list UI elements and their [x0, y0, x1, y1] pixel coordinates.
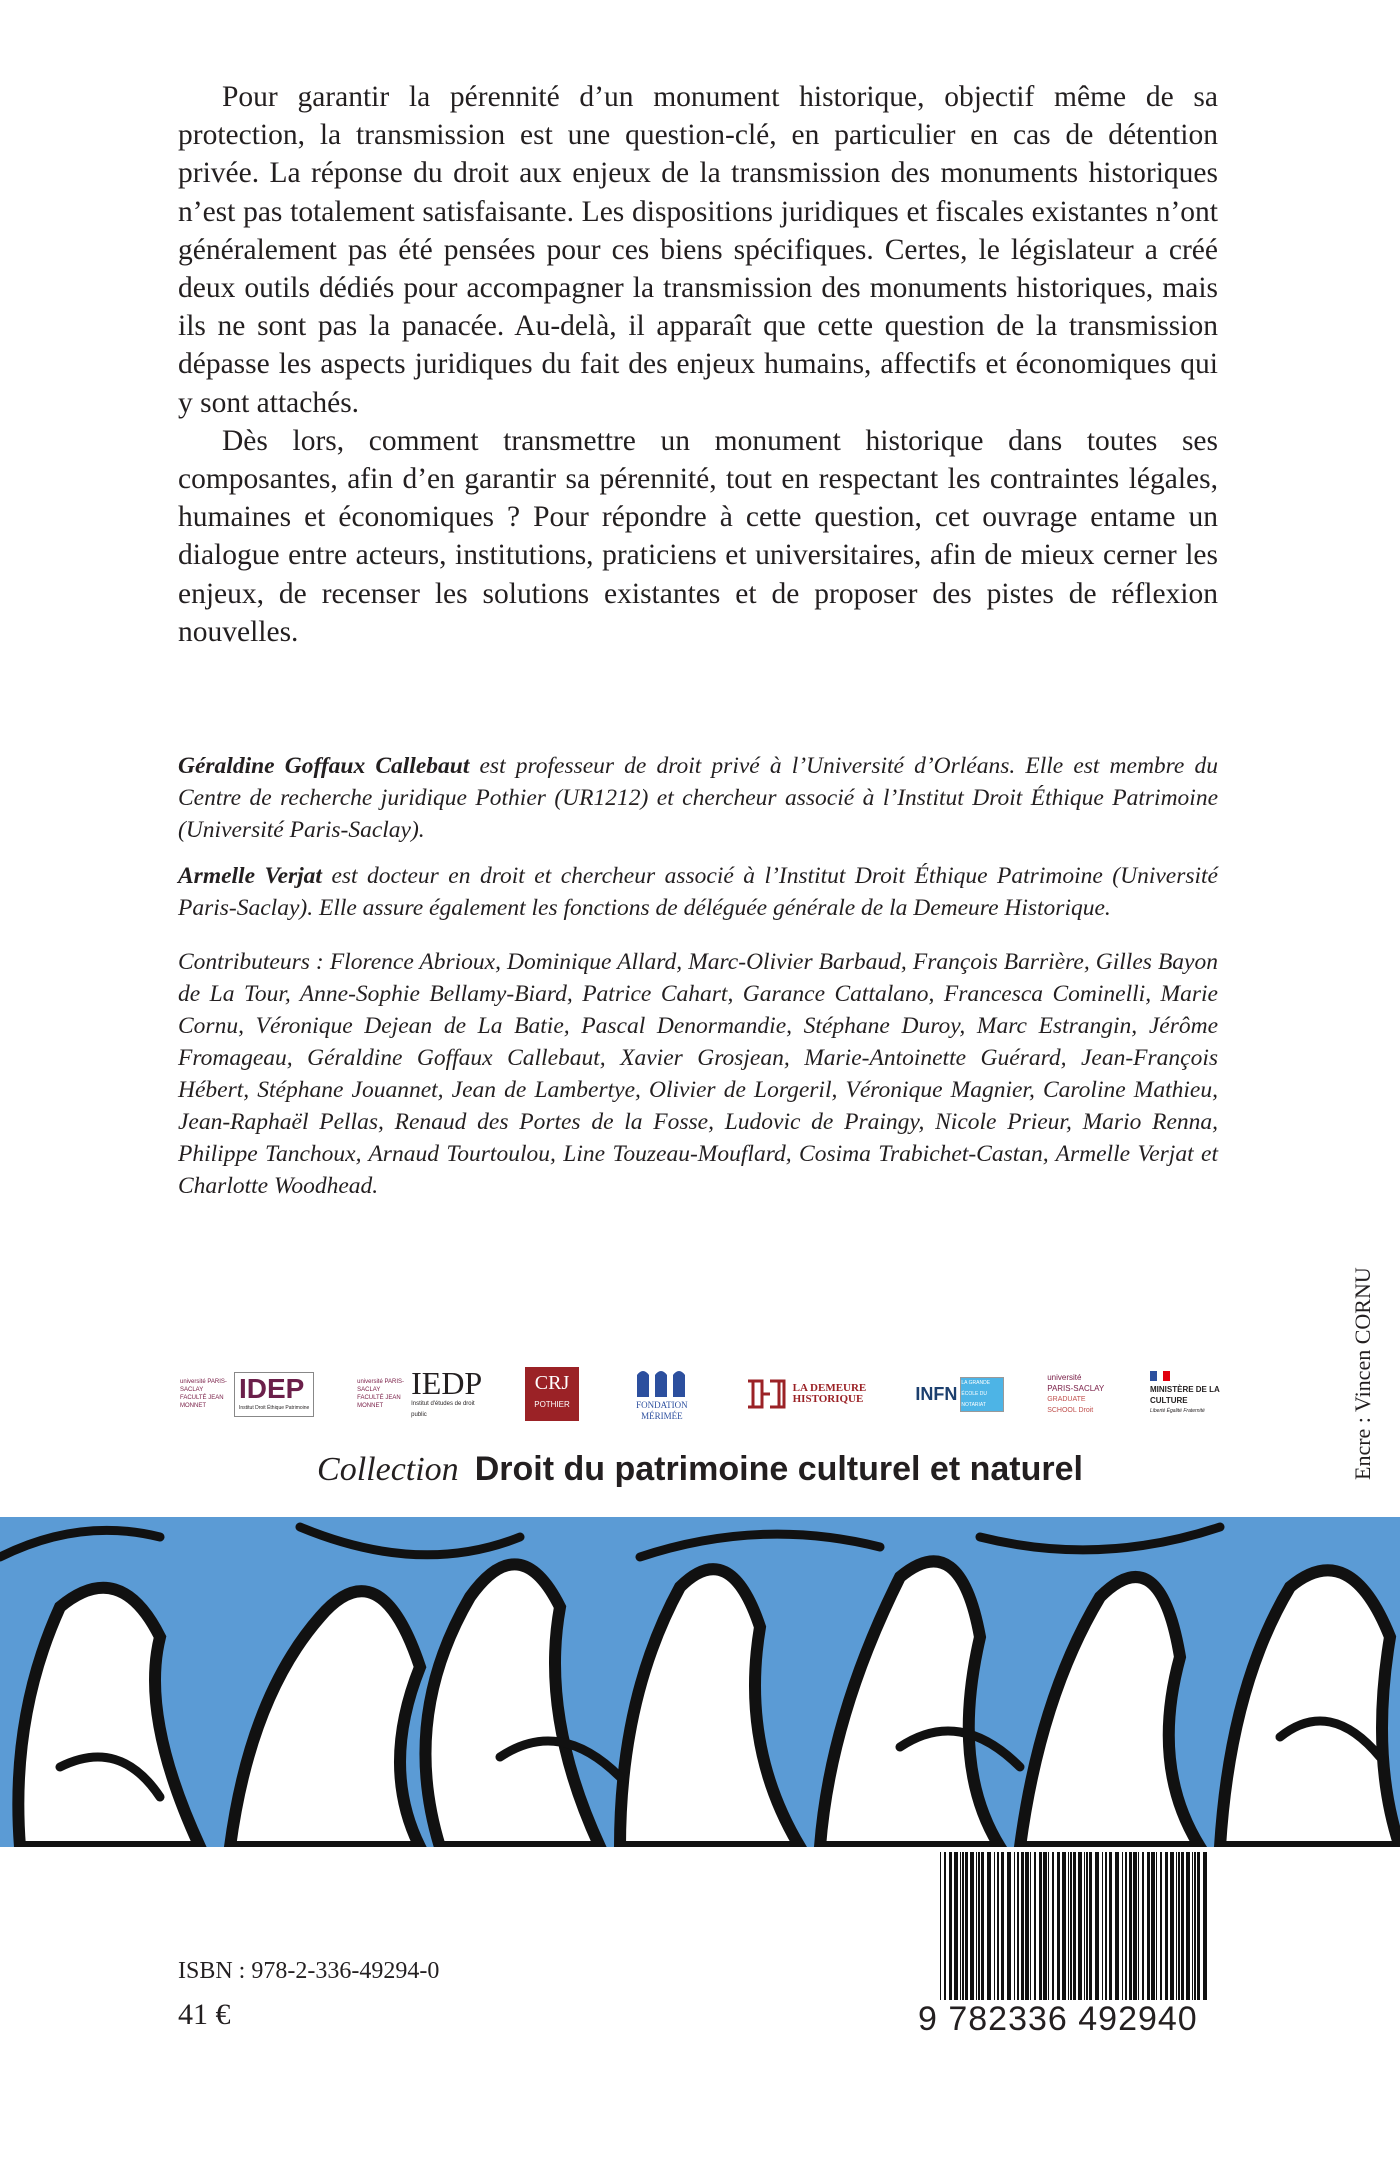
logo-demeure-historique	[745, 1378, 873, 1410]
logo-small-text: université PARIS-SACLAY FACULTÉ JEAN MONNET	[357, 1379, 405, 1409]
author-bio	[178, 860, 1218, 924]
logo-sub-text: POTHIER	[534, 1400, 570, 1409]
partner-logos	[180, 1362, 1220, 1426]
logo-small-text: université PARIS-SACLAY	[1047, 1373, 1105, 1393]
logo-small-text: université PARIS-SACLAY FACULTÉ JEAN MONNET	[180, 1379, 227, 1409]
logo-sub-text: LA GRANDE ÉCOLE DU NOTARIAT	[960, 1377, 1004, 1412]
logo-main-text: FONDATION MÉRIMÉE	[636, 1399, 688, 1421]
logo-main-text: INFN	[915, 1383, 958, 1404]
logo-crj	[525, 1367, 579, 1421]
logo-ministere-culture	[1150, 1371, 1220, 1417]
logo-sub-text: Institut Droit Éthique Patrimoine	[239, 1404, 310, 1411]
logo-paris-saclay-graduate	[1047, 1372, 1107, 1416]
logo-infn	[915, 1377, 1004, 1412]
french-flag-icon	[1150, 1371, 1170, 1381]
author-bios	[178, 750, 1218, 1216]
logo-iedp	[357, 1367, 482, 1421]
logo-sub-text: Liberté Égalité Fraternité	[1150, 1408, 1205, 1414]
price: 41 €	[178, 1998, 231, 2031]
logo-idep	[180, 1372, 314, 1417]
collection-name: Droit du patrimoine culturel et naturel	[474, 1450, 1083, 1488]
logo-fondation-merimee	[622, 1367, 702, 1422]
dh-monogram-icon	[745, 1378, 787, 1410]
logo-main-text: IEDP	[411, 1365, 483, 1401]
barcode-number: 9 782336 492940	[918, 2000, 1213, 2039]
logo-sub-text: GRADUATE SCHOOL Droit	[1047, 1396, 1094, 1414]
author-bio-text: est professeur de droit privé à l’Université d’Orléans. Elle est membre du Centre de recherche juridique Pothier (UR1212) et chercheur associé à l’Institut Droit Éthique Patrimoine (Université Paris-Saclay).	[178, 753, 1218, 843]
collection-title	[0, 1450, 1400, 1489]
logo-main-text: MINISTÈRE DE LA CULTURE	[1150, 1385, 1220, 1405]
logo-main-text: LA DEMEURE HISTORIQUE	[792, 1382, 867, 1405]
isbn: ISBN : 978-2-336-49294-0	[178, 1958, 440, 1984]
summary-paragraph: Pour garantir la pérennité d’un monument historique, objectif même de sa protection, la transmission est une question-clé, en particulier en cas de détention privée. La réponse du droit aux enjeux de la transmission des monuments historiques n’est pas totalement satisfaisante. Les dispositions juridiques et fiscales existantes n’ont généralement pas été pensées pour ces biens spécifiques. Certes, le législateur a créé deux outils dédiés pour accompagner la transmission des monuments historiques, mais ils ne sont pas la panacée. Au-delà, il apparaît que cette question de la transmission dépasse les aspects juridiques du fait des enjeux humains, affectifs et économiques qui y sont attachés.	[178, 81, 1218, 419]
author-bio-text: est docteur en droit et chercheur associé à l’Institut Droit Éthique Patrimoine (Université Paris-Saclay). Elle assure également les fonctions de déléguée générale de la Demeure Historique.	[178, 863, 1218, 921]
summary-paragraph: Dès lors, comment transmettre un monument historique dans toutes ses composantes, afin d’en garantir sa pérennité, tout en respectant les contraintes légales, humaines et économiques ? Pour répondre à cette question, cet ouvrage entame un dialogue entre acteurs, institutions, praticiens et universitaires, afin de mieux cerner les enjeux, de recenser les solutions existantes et de proposer des pistes de réflexion nouvelles.	[178, 424, 1218, 648]
author-name: Armelle Verjat	[178, 863, 322, 889]
collection-label: Collection	[317, 1451, 459, 1488]
author-name: Géraldine Goffaux Callebaut	[178, 753, 470, 779]
contributors: Contributeurs : Florence Abrioux, Dominique Allard, Marc-Olivier Barbaud, François Barrière, Gilles Bayon de La Tour, Anne-Sophie Bellamy-Biard, Patrice Cahart, Garance Cattalano, Francesca Cominelli, Marie Cornu, Véronique Dejean de La Batie, Pascal Denormandie, Stéphane Duroy, Marc Estrangin, Jérôme Fromageau, Géraldine Goffaux Callebaut, Xavier Grosjean, Marie-Antoinette Guérard, Jean-François Hébert, Stéphane Jouannet, Jean de Lambertye, Olivier de Lorgeril, Véronique Magnier, Caroline Mathieu, Jean-Raphaël Pellas, Renaud des Portes de la Fosse, Ludovic de Praingy, Nicole Prieur, Mario Renna, Philippe Tanchoux, Arnaud Tourtoulou, Line Touzeau-Mouflard, Cosima Trabichet-Castan, Armelle Verjat et Charlotte Woodhead.	[178, 949, 1218, 1199]
cover-artwork	[0, 1517, 1400, 1847]
summary-text	[178, 78, 1218, 651]
arches-icon	[635, 1367, 689, 1397]
cover-credit: Encre : Vincen CORNU	[1350, 1267, 1375, 1480]
logo-sub-text: Institut d'études de droit public	[411, 1401, 475, 1418]
logo-main-text: CRJ	[534, 1372, 570, 1394]
author-bio	[178, 750, 1218, 846]
logo-main-text: IDEP	[239, 1372, 305, 1404]
